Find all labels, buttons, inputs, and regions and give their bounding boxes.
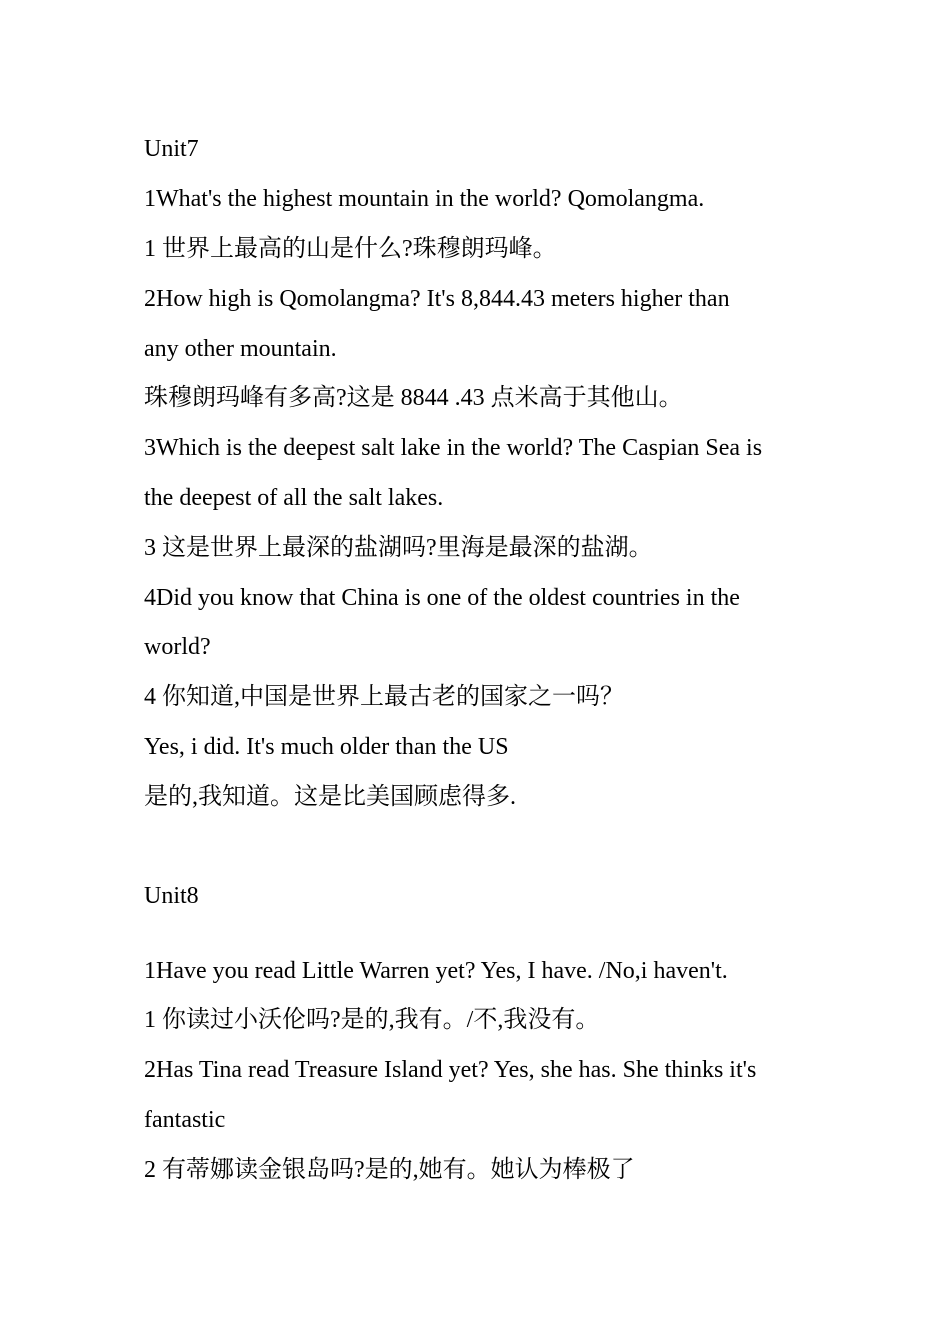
unit7-line-5: 珠穆朗玛峰有多高?这是 8844 .43 点米高于其他山。	[144, 385, 683, 411]
unit8-line-1: 1Have you read Little Warren yet? Yes, I have. /No,i haven't.	[144, 958, 728, 984]
unit8-line-5: 2 有蒂娜读金银岛吗?是的,她有。她认为棒极了	[144, 1157, 635, 1183]
unit7-heading: Unit7	[144, 136, 199, 162]
unit7-line-3: 2How high is Qomolangma? It's 8,844.43 meters higher than	[144, 286, 730, 312]
unit7-line-7: the deepest of all the salt lakes.	[144, 485, 444, 511]
unit7-line-6: 3Which is the deepest salt lake in the world? The Caspian Sea is	[144, 435, 763, 461]
unit7-line-9: 4Did you know that China is one of the oldest countries in the	[144, 585, 740, 611]
unit7-line-4: any other mountain.	[144, 336, 337, 362]
unit7-line-11: 4 你知道,中国是世界上最古老的国家之一吗？	[144, 684, 624, 710]
unit7-line-12: Yes, i did. It's much older than the US	[144, 734, 509, 760]
unit7-line-8: 3 这是世界上最深的盐湖吗?里海是最深的盐湖。	[144, 535, 653, 561]
unit7-line-10: world?	[144, 634, 211, 660]
unit7-line-1: 1What's the highest mountain in the world? Qomolangma.	[144, 186, 705, 212]
unit8-line-4: fantastic	[144, 1107, 226, 1133]
unit7-line-13: 是的,我知道。这是比美国顾虑得多.	[144, 784, 516, 810]
unit8-line-3: 2Has Tina read Treasure Island yet? Yes, she has. She thinks it's	[144, 1057, 757, 1083]
unit8-heading: Unit8	[144, 883, 199, 909]
unit7-line-2: 1 世界上最高的山是什么?珠穆朗玛峰。	[144, 236, 557, 262]
unit8-line-2: 1 你读过小沃伦吗?是的,我有。/不,我没有。	[144, 1007, 600, 1033]
